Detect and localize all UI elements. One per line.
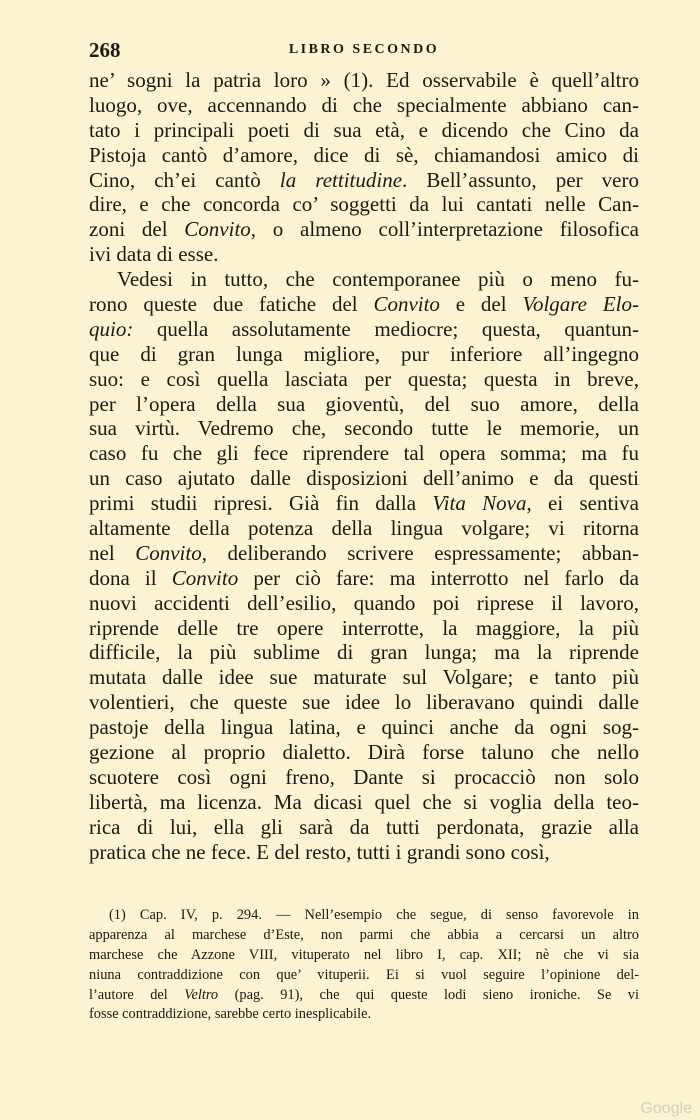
text-run: per l’opera della sua gioventù, del suo amore, della bbox=[89, 391, 639, 416]
text-run: (1) Cap. IV, p. 294. — Nell’esempio che segue, di senso favorevole in bbox=[109, 907, 639, 923]
text-run: suo: e così quella lasciata per questa; questa in breve, bbox=[89, 366, 639, 391]
italic-text: quio: bbox=[89, 316, 134, 341]
footnote-line bbox=[89, 946, 639, 966]
text-line bbox=[89, 740, 639, 765]
text-run: nel bbox=[89, 540, 136, 565]
text-line bbox=[89, 93, 639, 118]
text-line bbox=[89, 665, 639, 690]
text-run: ne’ sogni la patria loro » (1). Ed osservabile è quell’altro bbox=[89, 68, 639, 92]
text-line bbox=[89, 367, 639, 392]
text-run: nuovi accidenti dell’esilio, quando poi riprese il lavoro, bbox=[89, 590, 639, 615]
italic-text: la rettitudine bbox=[279, 167, 403, 192]
text-run: niuna contraddizione con que’ vituperii. Ei si vuol seguire l’opinione del- bbox=[89, 966, 639, 983]
text-line bbox=[89, 143, 639, 168]
text-run: Vedesi in tutto, che contemporanee più o meno fu- bbox=[117, 267, 639, 292]
page-number: 268 bbox=[89, 38, 121, 62]
text-run: sua virtù. Vedremo che, secondo tutte le memorie, un bbox=[89, 416, 639, 441]
text-run: dona il bbox=[89, 565, 172, 590]
text-line bbox=[89, 317, 639, 342]
text-run: luogo, ove, accennando di che specialmente abbiano can- bbox=[89, 92, 639, 117]
text-run: , o almeno coll’interpretazione filosofica bbox=[250, 217, 639, 242]
text-run: primi studii ripresi. Già fin dalla bbox=[89, 491, 433, 516]
text-line bbox=[89, 267, 639, 292]
italic-text: Veltro bbox=[184, 986, 219, 1003]
text-line bbox=[89, 342, 639, 367]
text-line bbox=[89, 790, 639, 815]
text-line bbox=[89, 292, 639, 317]
text-line bbox=[89, 840, 639, 865]
text-run: Pistoja cantò d’amore, dice di sè, chiamandosi amico di bbox=[89, 142, 639, 167]
text-run: pastoje della lingua latina, e quinci anche da ogni sog- bbox=[89, 715, 639, 740]
body-text bbox=[89, 68, 639, 865]
text-line bbox=[89, 168, 639, 193]
italic-text: Convito bbox=[171, 565, 239, 590]
footnote-line bbox=[89, 986, 639, 1006]
text-run: fosse contraddizione, sarebbe certo inesplicabile. bbox=[89, 1006, 372, 1023]
text-line bbox=[89, 441, 639, 466]
text-line bbox=[89, 541, 639, 566]
page-header bbox=[89, 38, 639, 64]
watermark: Google bbox=[640, 1100, 692, 1117]
text-line bbox=[89, 591, 639, 616]
text-line bbox=[89, 217, 639, 242]
text-run: libertà, ma licenza. Ma dicasi quel che si voglia della teo- bbox=[89, 789, 639, 814]
text-run: marchese che Azzone VIII, vituperato nel libro I, cap. XII; nè che vi sia bbox=[89, 946, 639, 963]
text-run: tato i principali poeti di sua età, e dicendo che Cino da bbox=[89, 117, 639, 142]
text-run: altamente della potenza della lingua volgare; vi ritorna bbox=[89, 516, 639, 541]
footnote-line bbox=[89, 926, 639, 946]
text-run: ivi data di esse. bbox=[89, 242, 219, 267]
text-line bbox=[89, 640, 639, 665]
text-run: . Bell’assunto, per vero bbox=[402, 167, 639, 192]
text-run: Cino, ch’ei cantò bbox=[89, 167, 280, 192]
text-line bbox=[89, 192, 639, 217]
text-run: e del bbox=[439, 292, 523, 317]
text-line bbox=[89, 690, 639, 715]
text-run: quella assolutamente mediocre; questa, quantun- bbox=[133, 316, 639, 341]
text-run: , deliberando scrivere espressamente; abban- bbox=[201, 540, 640, 565]
text-line bbox=[89, 416, 639, 441]
text-line bbox=[89, 242, 639, 267]
footnotes bbox=[89, 906, 639, 1025]
footnote-line bbox=[89, 1005, 639, 1025]
italic-text: Convito bbox=[184, 217, 251, 242]
text-line bbox=[89, 516, 639, 541]
text-line bbox=[89, 491, 639, 516]
text-run: volentieri, che queste sue idee lo liberavano quindi dalle bbox=[89, 690, 639, 715]
text-run: pratica che ne fece. E del resto, tutti i grandi sono così, bbox=[89, 839, 550, 864]
text-run: caso fu che gli fece riprendere tal opera somma; ma fu bbox=[89, 441, 639, 466]
text-line bbox=[89, 68, 639, 93]
text-run: scuotere così ogni freno, Dante si procacciò non solo bbox=[89, 764, 639, 789]
text-line bbox=[89, 765, 639, 790]
text-run: mutata dalle idee sue maturate sul Volgare; e tanto più bbox=[89, 665, 639, 690]
text-run: dire, e che concorda co’ soggetti da lui cantati nelle Can- bbox=[89, 192, 639, 217]
text-line bbox=[89, 466, 639, 491]
text-run: gezione al proprio dialetto. Dirà forse taluno che nello bbox=[89, 740, 639, 765]
text-run: un caso ajutato dalle disposizioni dell’animo e da questi bbox=[89, 466, 639, 491]
italic-text: Convito bbox=[135, 540, 202, 565]
text-line bbox=[89, 616, 639, 641]
text-run: zoni del bbox=[89, 217, 185, 242]
text-line bbox=[89, 715, 639, 740]
footnote-line bbox=[89, 966, 639, 986]
text-run: que di gran lunga migliore, pur inferiore all’ingegno bbox=[89, 341, 639, 366]
text-run: apparenza al marchese d’Este, non parmi che abbia a cercarsi un altro bbox=[89, 926, 639, 943]
italic-text: Convito bbox=[373, 292, 440, 317]
running-head: LIBRO SECONDO bbox=[288, 42, 440, 57]
italic-text: Volgare Elo- bbox=[522, 292, 639, 317]
italic-text: Vita Nova bbox=[432, 491, 527, 516]
footnote-line bbox=[89, 906, 639, 926]
text-run: rica di lui, ella gli sarà da tutti perdonata, grazie alla bbox=[89, 814, 639, 839]
text-line bbox=[89, 815, 639, 840]
text-line bbox=[89, 392, 639, 417]
text-run: , ei sentiva bbox=[526, 491, 639, 516]
text-run: difficile, la più sublime di gran lunga; ma la riprende bbox=[89, 640, 639, 665]
text-line bbox=[89, 118, 639, 143]
text-run: riprende delle tre opere interrotte, la maggiore, la più bbox=[89, 615, 639, 640]
text-run: per ciò fare: ma interrotto nel farlo da bbox=[238, 565, 639, 590]
text-run: rono queste due fatiche del bbox=[89, 292, 374, 317]
text-line bbox=[89, 566, 639, 591]
text-run: (pag. 91), che qui queste lodi sieno ironiche. Se vi bbox=[218, 986, 639, 1003]
text-run: l’autore del bbox=[89, 986, 185, 1003]
